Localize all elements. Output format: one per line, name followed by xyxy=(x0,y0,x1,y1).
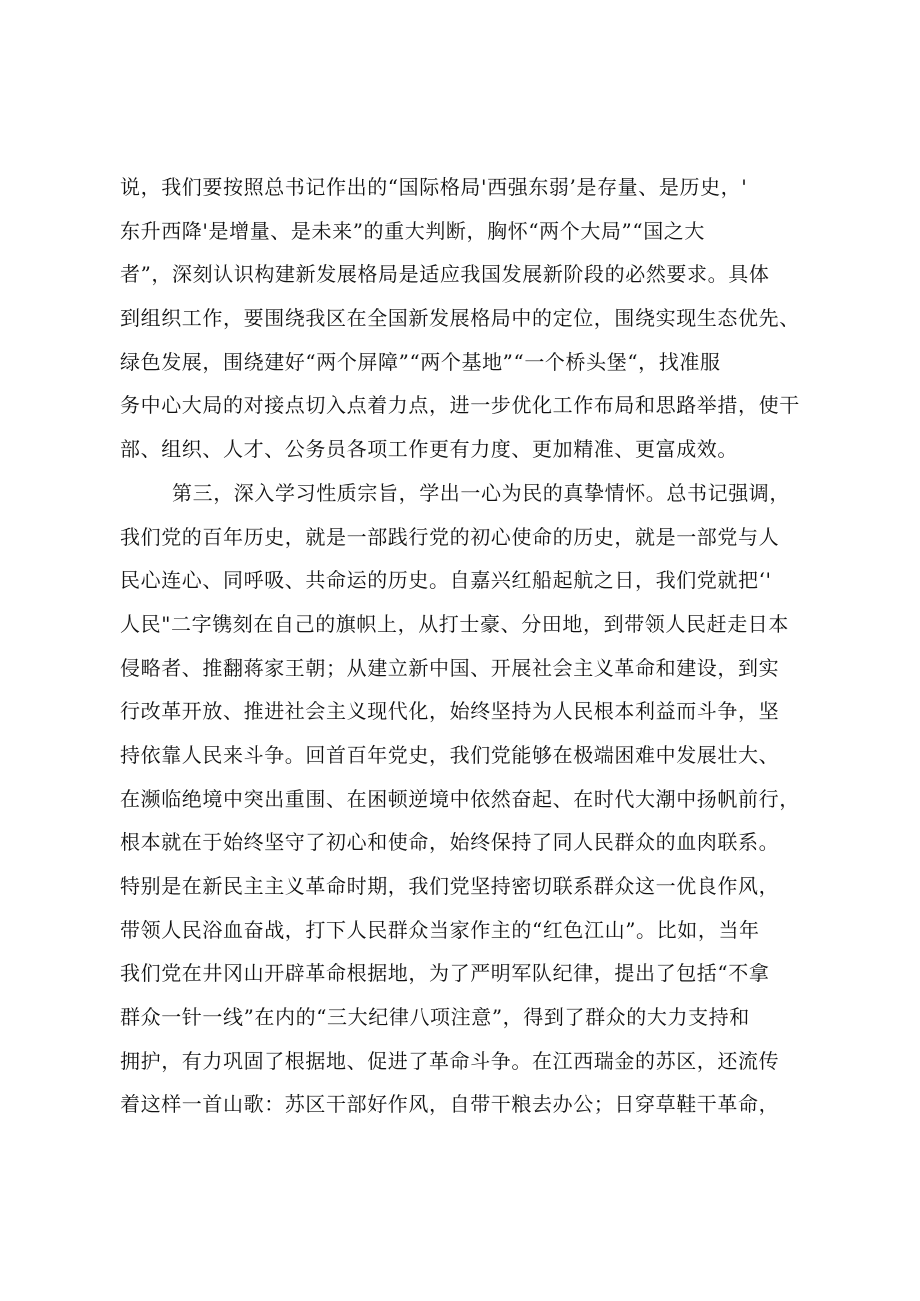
paragraph-start-line: 第三，深入学习性质宗旨，学出一心为民的真挚情怀。总书记强调， xyxy=(172,480,790,505)
text-line: 持依靠人民来斗争。回首百年党史，我们党能够在极端困难中发展壮大、 xyxy=(120,742,780,767)
text-line: 我们党的百年历史，就是一部践行党的初心使命的历史，就是一部党与人 xyxy=(120,524,780,549)
text-line: 拥护，有力巩固了根据地、促进了革命斗争。在江西瑞金的苏区，还流传 xyxy=(120,1048,780,1073)
text-line: 人民"二字镌刻在自己的旗帜上，从打士豪、分田地，到带领人民赶走日本 xyxy=(120,611,789,636)
text-line: 在濒临绝境中突出重围、在困顿逆境中依然奋起、在时代大潮中扬帆前行， xyxy=(120,786,800,811)
text-line: 说，我们要按照总书记作出的“国际格局'西强东弱’是存量、是历史，' xyxy=(120,175,748,199)
text-line: 带领人民浴血奋战，打下人民群众当家作主的“红色江山”。比如，当年 xyxy=(120,917,760,942)
text-line: 到组织工作，要围绕我区在全国新发展格局中的定位，围绕实现生态优先、 xyxy=(120,306,800,331)
text-line: 部、组织、人才、公务员各项工作更有力度、更加精准、更富成效。 xyxy=(120,437,738,462)
text-line: 东升西降'是增量、是未来”的重大判断，胸怀“两个大局”“国之大 xyxy=(120,218,705,243)
text-line: 我们党在井冈山开辟革命根据地，为了严明军队纪律，提出了包括“不拿 xyxy=(120,961,770,986)
body-text xyxy=(120,166,820,1127)
text-line: 着这样一首山歌：苏区干部好作风，自带干粮去办公；日穿草鞋干革命， xyxy=(120,1092,780,1117)
text-line: 特别是在新民主主义革命时期，我们党坚持密切联系群众这一优良作风， xyxy=(120,874,780,898)
text-line: 民心连心、同呼吸、共命运的历史。自嘉兴红船起航之日，我们党就把‘' xyxy=(120,568,772,593)
text-line: 群众一针一线”在内的“三大纪律八项注意”，得到了群众的大力支持和 xyxy=(120,1005,750,1030)
text-line: 务中心大局的对接点切入点着力点，进一步优化工作布局和思路举措，使干 xyxy=(120,393,800,418)
text-line: 者”，深刻认识构建新发展格局是适应我国发展新阶段的必然要求。具体 xyxy=(120,262,770,287)
text-line: 根本就在于始终坚守了初心和使命，始终保持了同人民群众的血肉联系。 xyxy=(120,830,780,855)
text-line: 侵略者、推翻蒋家王朝；从建立新中国、开展社会主义革命和建设，到实 xyxy=(120,655,780,680)
text-line: 绿色发展，围绕建好“两个屏障”“两个基地”“一个桥头堡“，找准服 xyxy=(120,349,721,374)
text-line: 行改革开放、推进社会主义现代化，始终坚持为人民根本利益而斗争，坚 xyxy=(120,699,780,724)
